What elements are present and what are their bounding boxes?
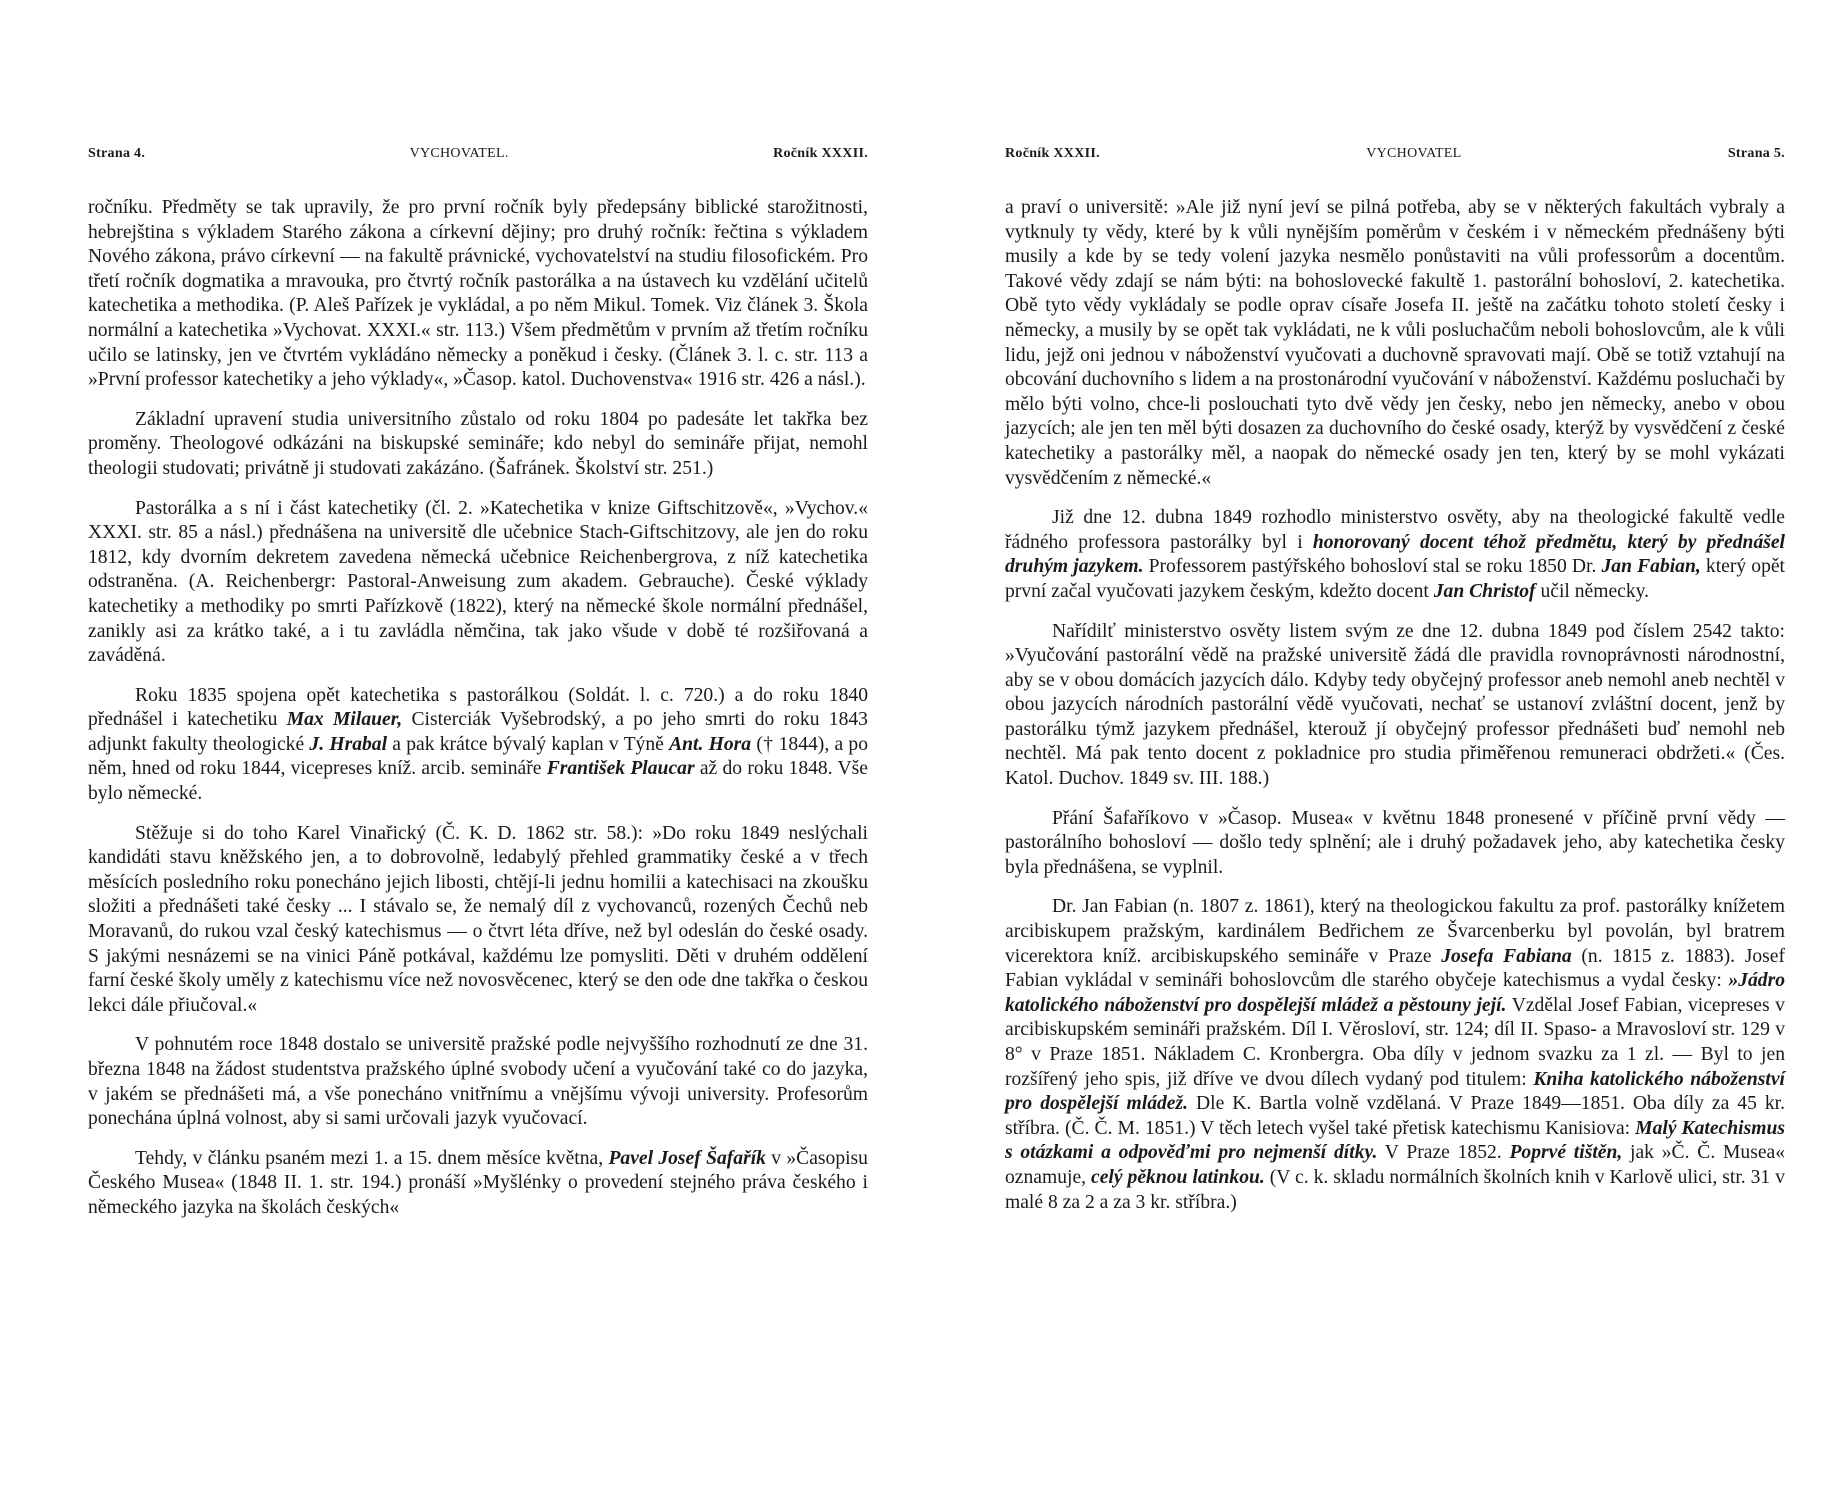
text-run: Cisterciák Vyšebrodský, a po jeho smrti do roku 1843 adjunkt fakulty theologické (88, 709, 868, 755)
text-run: až do roku 1848. Vše bylo německé. (88, 758, 868, 805)
paragraph: Stěžuje si do toho Karel Vinařický (Č. K. D. 1862 str. 58.): »Do roku 1849 neslýchali kandidáti stavu kněžského jen, a to dobrovolně, ledabylý přehled grammatiky české a v třech měsících posledního roku ponecháno jejich libosti, chtějí-li jednu homilii a katechisaci na zkoušku složiti a přednášeti také česky ... I stávalo se, že nemalý díl z vychovanců, rozených Čechů neb Moravanů, do rukou vzal český katechismus — o čtvrt léta dříve, než byl odeslán do české osady. S jakými nesnázemi se na vinici Páně potkával, každému lze pomysliti. Děti v druhém oddělení farní české školy uměly z katechismu více než novosvěcenec, který se den ode dne takřka o českou lekci dále přiučoval.« (88, 822, 868, 1016)
text-run: Dr. Jan Fabian (n. 1807 z. 1861), který na theologickou fakultu za prof. pastorálky knížetem arcibiskupem pražským, kardinálem Bedřichem ze Švarcenberku byl povolán, byl bratrem vicerektora kníž. arcibiskupského semináře v Praze (1005, 896, 1785, 967)
book-title: »Jádro katolického náboženství pro dospělejší mládež a pěstouny její. (1005, 970, 1785, 1016)
paragraph (88, 684, 868, 807)
paragraph: Pastorálka a s ní i část katechetiky (čl. 2. »Katechetika v knize Giftschitzově«, »Vychov.« XXXI. str. 85 a násl.) přednášena na universitě dle učebnice Stach-Giftschitzovy, ale jen do roku 1812, kdy dvorním dekretem zavedena německá učebnice Reichenbergrova, z níž katechetika odstraněna. (A. Reichenbergr: Pastoral-Anweisung zum akadem. Gebrauche). České výklady katechetiky a methodiky po smrti Pařízkově (1822), který na německé škole normální přednášel, zanikly asi za krátko také, a i tu zavládla němčina, tak jako všude v době té rozšiřovaná a zaváděná. (88, 497, 868, 667)
right-text-column (1005, 196, 1785, 1215)
right-running-head (1005, 146, 1785, 162)
text-run: († 1844), a po něm, hned od roku 1844, vicepreses kníž. arcib. semináře (88, 733, 868, 780)
book-title: Kniha katolického náboženství pro dospělejší mládež. (1005, 1068, 1785, 1115)
text-run: Tehdy, v článku psaném mezi 1. a 15. dnem měsíce května, (135, 1147, 609, 1169)
person-name: František Plaucar (546, 758, 695, 780)
text-run: Roku 1835 spojena opět katechetika s pastorálkou (Soldát. l. c. 720.) a do roku 1840 přednášel i katechetiku (88, 684, 868, 731)
text-run: učil německy. (1535, 580, 1650, 602)
journal-title: VYCHOVATEL (1366, 146, 1462, 161)
paragraph: ročníku. Předměty se tak upravily, že pro první ročník byly předepsány biblické starožitnosti, hebrejština s výkladem Starého zákona a církevní dějiny; pro druhý ročník: řečtina s výkladem Nového zákona, právo církevní — na fakultě právnické, vychovatelství na studiu filosofickém. Pro třetí ročník dogmatika a mravouka, pro čtvrtý ročník pastorálka a na ústavech ku vzdělání učitelů katechetika a methodika. (P. Aleš Pařízek je vykládal, a po něm Mikul. Tomek. Viz článek 3. Škola normální a katechetika »Vychovat. XXXI.« str. 113.) Všem předmětům v prvním až třetím ročníku učilo se latinsky, jen ve čtvrtém vykládáno německy a poněkud i česky. (Článek 3. l. c. str. 113 a »První professor katechetiky a jeho výklady«, »Časop. katol. Duchovenstva« 1916 str. 426 a násl.). (88, 197, 868, 391)
emphasis: honorovaný docent téhož předmětu, který by přednášel druhým jazykem. (1005, 531, 1786, 578)
person-name: Max Milauer, (286, 709, 403, 731)
text-run: Již dne 12. dubna 1849 rozhodlo ministerstvo osvěty, aby na theologické fakultě vedle řádného professora pastorálky byl i (1005, 507, 1785, 553)
text-run: (n. 1815 z. 1883). Josef Fabian vykládal v semináři bohoslovcům dle starého obyčeje katechismus a vydal česky: (1005, 945, 1786, 992)
paragraph: Přání Šafaříkovo v »Časop. Musea« v květnu 1848 pronesené v příčině první vědy — pastorálního bohosloví — došlo tedy splnění; ale i druhý požadavek jeho, aby katechetika česky byla přednášena, se vyplnil. (1005, 807, 1785, 878)
paragraph: V pohnutém roce 1848 dostalo se universitě pražské podle nejvyššího rozhodnutí ze dne 31. března 1848 na žádost studentstva pražského úplné svobody učení a vyučování také co do jazyka, v jakém se přednášeti má, a vše ponecháno vnitřnímu a vnějšímu vývoji university. Profesorům ponechána úplná volnost, aby si sami určovali jazyk vyučovací. (88, 1034, 868, 1130)
person-name: Pavel Josef Šafařík (608, 1147, 766, 1169)
paragraph (88, 1147, 868, 1221)
paragraph: Základní upravení studia universitního zůstalo od roku 1804 po padesáte let takřka bez proměny. Theologové odkázáni na biskupské semináře; kdo nebyl do semináře přijat, nemohl theologii studovati; privátně ji studovati zakázáno. (Šafránek. Školství str. 251.) (88, 408, 868, 479)
emphasis: Poprvé tištěn, (1509, 1142, 1623, 1164)
text-run: v »Časopisu Českého Musea« (1848 II. 1. str. 194.) pronáší »Myšlénky o provedení stejného práva českého i německého jazyka na školách českých« (88, 1147, 868, 1218)
person-name: Ant. Hora (669, 733, 752, 755)
text-run: Professorem pastýřského bohosloví stal se roku 1850 Dr. (1143, 556, 1602, 578)
paragraph: Nařídilť ministerstvo osvěty listem svým ze dne 12. dubna 1849 pod číslem 2542 takto: »Vyučování pastorální vědě na pražské universitě žádá dle pravidla rovnoprávnosti národnostní, aby se v obou domácích jazycích dálo. Kdyby tedy obyčejný professor aneb nemohl aneb nechtěl v obou jazycích národních pastorální vědě vyučovati, nechať se ustanoví zvláštní docent, jenž by pastorálku týmž jazykem přednášel, kterouž jí obyčejný professor přednášeti buď nemohl neb nechtěl. Má pak tento docent z pokladnice pro studia přiměřenou remuneraci obdržeti.« (Čes. Katol. Duchov. 1849 sv. III. 188.) (1005, 620, 1785, 790)
text-run: jak »Č. Č. Musea« oznamuje, (1005, 1142, 1786, 1188)
book-title: Malý Katechismus s otázkami a odpověďmi pro nejmenší dítky. (1005, 1117, 1785, 1164)
page-number: Strana 5. (1727, 146, 1785, 161)
person-name: Jan Fabian, (1601, 556, 1701, 578)
person-name: J. Hrabal (309, 733, 388, 755)
text-run: který opět první začal vyučovati jazykem českým, kdežto docent (1005, 556, 1786, 602)
text-run: a pak krátce bývalý kaplan v Týně (387, 733, 670, 755)
text-run: V Praze 1852. (1377, 1142, 1510, 1164)
right-page (1005, 146, 1785, 1230)
text-run: Vzdělal Josef Fabian, vicepreses v arcibiskupském semináři pražském. Díl I. Věrosloví, str. 124; díl II. Spaso- a Mravosloví str. 129 v 8° v Praze 1851. Nákladem C. Kronbergra. Oba díly v jednom svazku za 1 zl. — Byl to jen rozšířený jeho spis, již dříve ve dvou dílech vydaný pod titulem: (1005, 994, 1785, 1090)
text-run: (V c. k. skladu normálních školních knih v Karlově ulici, str. 31 v malé 8 za 2 a za 3 kr. stříbra.) (1005, 1166, 1785, 1213)
text-run: Dle K. Bartla volně vzdělaná. V Praze 1849—1851. Oba díly za 45 kr. stříbra. (Č. Č. M. 1851.) V těch letech vyšel také přetisk katechismu Kanisiova: (1005, 1093, 1785, 1139)
paragraph (1005, 506, 1785, 604)
left-text-column (88, 196, 868, 1221)
emphasis: celý pěknou latinkou. (1091, 1166, 1265, 1188)
volume-number: Ročník XXXII. (773, 146, 868, 161)
paragraph: a praví o universitě: »Ale již nyní jeví se pilná potřeba, aby se v některých fakultách vybraly a vytknuly ty vědy, které by k vůli nynějším poměrům v českém i v německém přednášeny býti musily a kde by se tedy volení jazyka nesmělo ponůstaviti na vůli professorům a docentům. Takové vědy zdají se nám býti: na bohoslovecké fakultě 1. pastorální bohosloví, 2. katechetika. Obě tyto vědy vykládaly se podle oprav císaře Josefa II. ještě na začátku tohoto století česky i německy, a musily by se opět tak vykládati, ne k vůli posluchačům neboli bohoslovcům, ale k vůli lidu, jejž oni jednou v náboženství vyučovati a duchovně spravovati mají. Obě se totiž vztahují na obcování duchovního s lidem a na prostonárodní vyučování v náboženství. Každému posluchači by mělo býti volno, chce-li poslouchati tyto dvě vědy jen česky, nebo jen německy, anebo v obou jazycích; ale jen ten měl býti dosazen za duchovního do české osady, kterýž by vysvědčení z české katechetiky a pastorálky měl, a naopak do německé osady jen ten, který by se mohl vykázati vysvědčením z německé.« (1005, 197, 1785, 489)
person-name: Jan Christof (1433, 580, 1536, 602)
left-page (88, 146, 868, 1236)
person-name: Josefa Fabiana (1441, 945, 1572, 967)
paragraph (1005, 895, 1785, 1215)
journal-title: VYCHOVATEL. (409, 146, 509, 161)
left-running-head (88, 146, 868, 162)
page-number: Strana 4. (88, 146, 146, 161)
volume-number: Ročník XXXII. (1005, 146, 1100, 161)
